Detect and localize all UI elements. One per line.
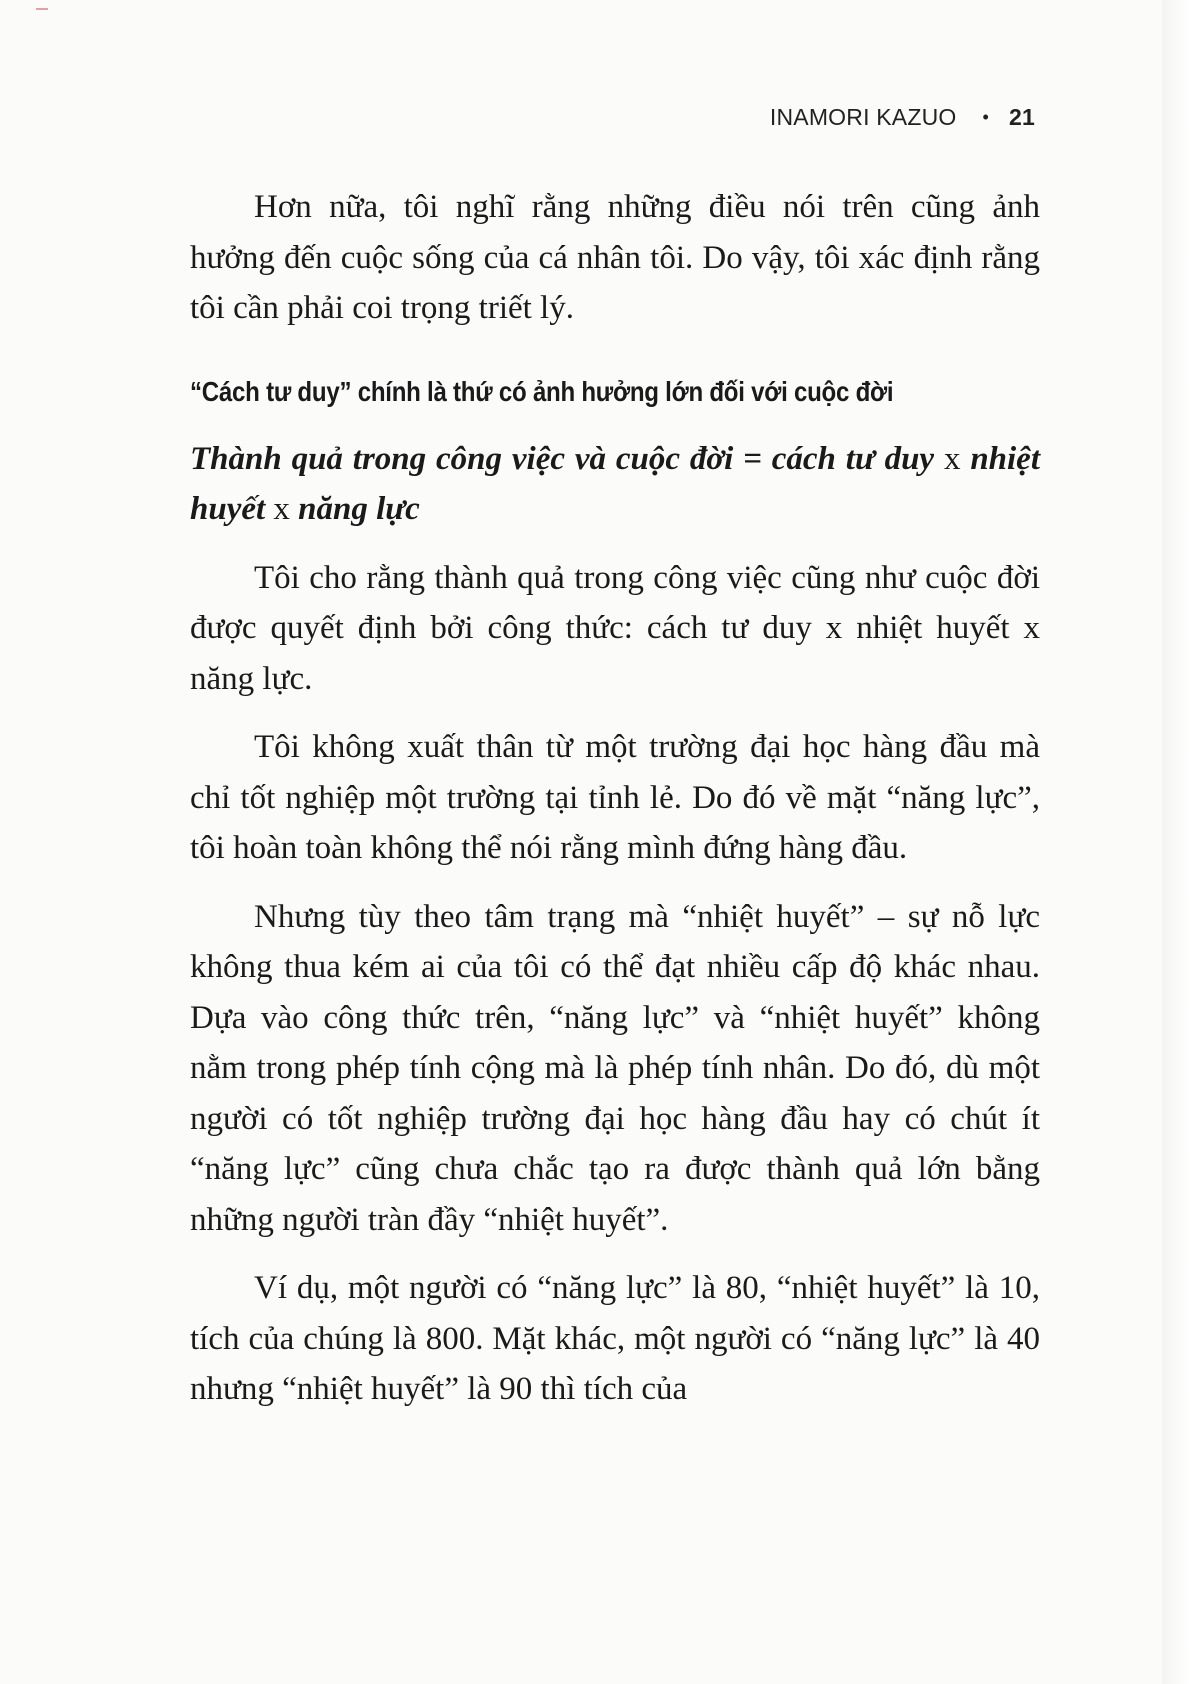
formula-part-1: Thành quả trong công việc và cuộc đời = cách tư duy xyxy=(190,440,935,477)
paragraph-1: Tôi cho rằng thành quả trong công việc cũng như cuộc đời được quyết định bởi công thức: cách tư duy x nhiệt huyết x năng lực. xyxy=(190,559,1040,697)
formula-part-3: năng lực xyxy=(298,491,420,527)
paragraph-4: Ví dụ, một người có “năng lực” là 80, “nhiệt huyết” là 10, tích của chúng là 800. Mặt khác, một người có “năng lực” là 40 nhưng “nhiệt huyết” là 90 thì tích của xyxy=(190,1270,1040,1407)
paragraph-2: Tôi không xuất thân từ một trường đại học hàng đầu mà chỉ tốt nghiệp một trường tại tỉnh lẻ. Do đó về mặt “năng lực”, tôi hoàn toàn không thể nói rằng mình đứng hàng đầu. xyxy=(190,729,1040,866)
scan-mark xyxy=(36,8,48,10)
running-header xyxy=(770,104,1035,131)
author-name: INAMORI KAZUO xyxy=(769,104,957,130)
page-edge xyxy=(1162,0,1190,1684)
page-body xyxy=(190,182,1040,1415)
formula-times-2: x xyxy=(265,491,299,527)
paragraph-3: Nhưng tùy theo tâm trạng mà “nhiệt huyết” – sự nỗ lực không thua kém ai của tôi có thể đạt nhiều cấp độ khác nhau. Dựa vào công thức trên, “năng lực” và “nhiệt huyết” không nằm trong phép tính cộng mà là phép tính nhân. Do đó, dù một người có tốt nghiệp trường đại học hàng đầu hay có chút ít “năng lực” cũng chưa chắc tạo ra được thành quả lớn bằng những người tràn đầy “nhiệt huyết”. xyxy=(190,898,1040,1238)
formula-part-2: nhiệt huyết xyxy=(190,440,1041,527)
page-number: 21 xyxy=(1009,104,1035,130)
paragraph-intro: Hơn nữa, tôi nghĩ rằng những điều nói trên cũng ảnh hưởng đến cuộc sống của cá nhân tôi. Do vậy, tôi xác định rằng tôi cần phải coi trọng triết lý. xyxy=(190,189,1040,326)
section-heading: “Cách tư duy” chính là thứ có ảnh hưởng lớn đối với cuộc đời xyxy=(190,375,894,407)
formula-times-1: x xyxy=(934,440,971,477)
header-separator: • xyxy=(982,107,990,127)
formula xyxy=(190,434,1040,535)
